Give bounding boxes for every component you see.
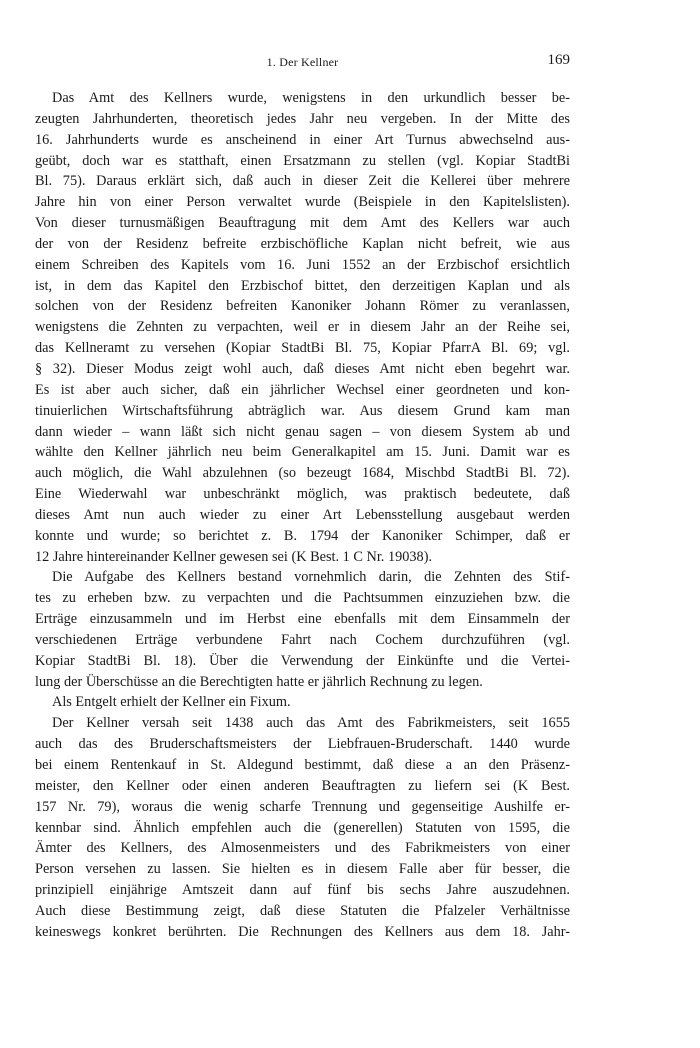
text-line: 16. Jahrhunderts wurde es anscheinend in einer Art Turnus abwechselnd aus- (35, 131, 570, 148)
text-line: lung der Überschüsse an die Berechtigten hatte er jährlich Rechnung zu legen. (35, 673, 483, 690)
text-line: wählte den Kellner jährlich neu beim Generalkapitel am 15. Juni. Damit war es (35, 444, 570, 461)
text-line: der von der Residenz befreite erzbischöfliche Kaplan nicht befreit, wie aus (35, 235, 570, 252)
text-line: Auch diese Bestimmung zeigt, daß diese Statuten die Pfalzeler Verhältnisse (35, 902, 570, 919)
text-line: kennbar sind. Ähnlich empfehlen auch die (generellen) Statuten von 1595, die (35, 819, 570, 836)
text-line: geübt, doch war es statthaft, einen Ersatzmann zu stellen (vgl. Kopiar StadtBi (35, 152, 570, 169)
text-line: bei einem Rentenkauf in St. Aldegund bestimmt, daß diese a an den Präsenz- (35, 757, 570, 773)
text-line: Die Aufgabe des Kellners bestand vornehmlich darin, die Zehnten des Stif- (52, 569, 570, 586)
text-line: 12 Jahre hintereinander Kellner gewesen sei (K Best. 1 C Nr. 19038). (35, 548, 433, 565)
text-line: 157 Nr. 79), woraus die wenig scharfe Trennung und gegenseitige Aushilfe er- (35, 798, 570, 815)
body-text (35, 88, 570, 943)
text-line: wenigstens die Zehnten zu verpachten, weil er in diesem Jahr an der Reihe sei, (35, 319, 570, 336)
paragraph (35, 88, 570, 567)
text-line: Das Amt des Kellners wurde, wenigstens in den urkundlich besser be- (52, 90, 570, 106)
text-line: Der Kellner versah seit 1438 auch das Amt des Fabrikmeisters, seit 1655 (52, 715, 570, 732)
text-line: Jahre hin von einer Person verwaltet wurde (Beispiele in den Kapitelslisten). (35, 194, 570, 211)
text-line: Als Entgelt erhielt der Kellner ein Fixum. (52, 694, 291, 711)
text-line: ist, in dem das Kapitel den Erzbischof bittet, den derzeitigen Kaplan und als (35, 277, 570, 294)
text-line: Von dieser turnusmäßigen Beauftragung mit dem Amt des Kellers war auch (35, 215, 570, 232)
text-line: dann wieder – wann läßt sich nicht genau sagen – von diesem System ab und (35, 423, 570, 440)
text-line: tes zu erheben bzw. zu verpachten und die Pachtsummen einzuziehen bzw. die (35, 590, 570, 607)
text-line: Bl. 75). Daraus erklärt sich, daß auch in dieser Zeit die Kellerei über mehrere (35, 173, 570, 190)
text-line: auch das des Bruderschaftsmeisters der Liebfrauen-Bruderschaft. 1440 wurde (35, 736, 570, 753)
text-line: einem Schreiben des Kapitels vom 16. Juni 1552 an der Erzbischof ersichtlich (35, 256, 570, 273)
text-line: meister, den Kellner oder einen anderen Beauftragten zu liefern sei (K Best. (35, 777, 570, 794)
text-line: Kopiar StadtBi Bl. 18). Über die Verwendung der Einkünfte und die Vertei- (35, 652, 570, 669)
text-line: solchen von der Residenz befreiten Kanoniker Johann Römer zu veranlassen, (35, 298, 570, 315)
text-line: Person versehen zu lassen. Sie hielten es in diesem Falle aber für besser, die (35, 861, 570, 878)
text-line: keineswegs konkret berührten. Die Rechnungen des Kellners aus dem 18. Jahr- (35, 923, 570, 940)
text-line: Eine Wiederwahl war unbeschränkt möglich, was praktisch bedeutete, daß (35, 486, 570, 503)
text-line: zeugten Jahrhunderten, theoretisch jedes Jahr neu vergeben. In der Mitte des (35, 110, 570, 127)
text-line: Es ist aber auch sicher, daß ein jährlicher Wechsel einer geordneten und kon- (35, 381, 570, 398)
running-head: 1. Der Kellner (266, 55, 339, 69)
text-line: prinzipiell einjährige Amtszeit dann auf fünf bis sechs Jahre auszudehnen. (35, 882, 570, 899)
text-line: § 32). Dieser Modus zeigt wohl auch, daß dieses Amt nicht eben begehrt war. (35, 360, 570, 377)
text-line: auch möglich, die Wahl abzulehnen (so bezeugt 1684, Mischbd StadtBi Bl. 72). (35, 465, 570, 482)
text-line: verschiedenen Erträge verbundene Fahrt nach Cochem durchzuführen (vgl. (35, 631, 570, 648)
paragraph (35, 567, 570, 692)
text-line: konnte und wurde; so berichtet z. B. 1794 der Kanoniker Schimper, daß er (35, 527, 570, 544)
paragraph (35, 713, 570, 942)
text-line: Erträge einzusammeln und im Herbst eine ebenfalls mit dem Einsammeln der (35, 611, 570, 628)
text-line: dieses Amt nun auch wieder zu einer Art Lebensstellung ausgebaut werden (35, 506, 570, 523)
text-line: tinuierlichen Wirtschaftsführung abträglich war. Aus diesem Grund kam man (35, 402, 570, 419)
paragraph (35, 692, 570, 713)
text-line: das Kellneramt zu versehen (Kopiar StadtBi Bl. 75, Kopiar PfarrA Bl. 69; vgl. (35, 340, 570, 357)
page-number: 169 (547, 52, 570, 68)
text-line: Ämter des Kellners, des Almosenmeisters und des Fabrikmeisters von einer (35, 840, 570, 857)
page-header (35, 52, 570, 72)
